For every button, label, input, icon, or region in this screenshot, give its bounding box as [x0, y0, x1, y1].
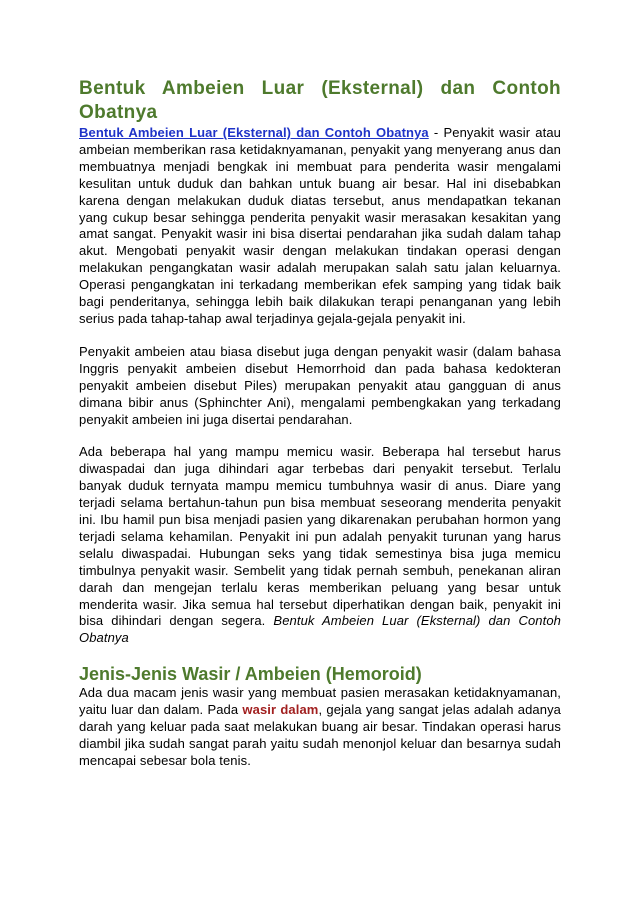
paragraph-2: Penyakit ambeien atau biasa disebut juga dengan penyakit wasir (dalam bahasa Inggris penyakit ambeien disebut Hemorrhoid dan pada bahasa kedokteran penyakit ambeien disebut Piles) merupakan penyakit atau gangguan di anus dimana bibir anus (Sphinchter Ani), mengalami pembengkakan yang terkadang penyakit ambeien ini juga disertai pendarahan.: [79, 343, 561, 427]
intro-paragraph: [79, 125, 561, 328]
paragraph-3-text: Ada beberapa hal yang mampu memicu wasir. Beberapa hal tersebut harus diwaspadai dan juga dihindari agar terbebas dari penyakit tersebut. Terlalu banyak duduk ternyata mampu memicu tumbuhnya wasir di anus. Diare yang terjadi selama bertahun-tahun pun bisa membuat seseorang menderita penyakit ini. Ibu hamil pun bisa menjadi pasien yang dikarenakan perubahan hormon yang terjadi selama kehamilan. Penyakit ini pun adalah penyakit turunan yang harus selalu diwaspadai. Hubungan seks yang tidak semestinya bisa juga memicu timbulnya penyakit wasir. Sembelit yang tidak pernah sembuh, penekanan aliran darah dan mengejan terlalu keras memberikan peluang yang besar untuk menderita wasir. Jika semua hal tersebut diperhatikan dengan baik, penyakit ini bisa dihindari dengan segera.: [79, 444, 561, 629]
intro-text: - Penyakit wasir atau ambeian memberikan rasa ketidaknyamanan, penyakit yang menyerang anus dan membuatnya menjadi bengkak ini membuat para penderita wasir mengalami kesulitan untuk duduk dan bahkan untuk buang air besar. Hal ini disebabkan karena dengan melakukan duduk diatas tersebut, anus mendapatkan tekanan yang cukup besar sehingga penderita penyakit wasir merasakan kesakitan yang amat sangat. Penyakit wasir ini bisa disertai pendarahan jika sudah dalam tahap akut. Mengobati penyakit wasir dengan melakukan tindakan operasi dengan melakukan pengangkatan wasir adalah merupakan salah satu jalan keluarnya. Operasi pengangkatan ini terkadang memberikan efek samping yang tidak baik bagi penderitanya, sehingga lebih baik dilakukan terapi penanganan yang lebih serius pada tahap-tahap awal terjadinya gejala-gejala penyakit ini.: [79, 125, 561, 326]
paragraph-4-text-a: Ada dua macam jenis wasir yang membuat pasien merasakan ketidaknyamanan, yaitu luar dan dalam. Pada: [79, 685, 561, 718]
title-link[interactable]: Bentuk Ambeien Luar (Eksternal) dan Contoh Obatnya: [79, 125, 429, 140]
paragraph-4: [79, 685, 561, 770]
article-title: Bentuk Ambeien Luar (Eksternal) dan Contoh Obatnya: [79, 78, 561, 123]
paragraph-3: [79, 444, 561, 647]
section-heading: Jenis-Jenis Wasir / Ambeien (Hemoroid): [79, 664, 422, 685]
article: [79, 77, 561, 770]
wasir-dalam-emphasis: wasir dalam: [242, 702, 319, 718]
paragraph-4-text-b: , gejala yang sangat jelas adalah adanya darah yang keluar pada saat melakukan buang air besar. Tindakan operasi harus diambil jika sudah sangat parah yaitu sudah menonjol keluar dan besarnya sudah mencapai sebesar bola tenis.: [79, 702, 562, 768]
paragraph-3-italic-title: Bentuk Ambeien Luar (Eksternal) dan Contoh Obatnya: [79, 613, 561, 646]
